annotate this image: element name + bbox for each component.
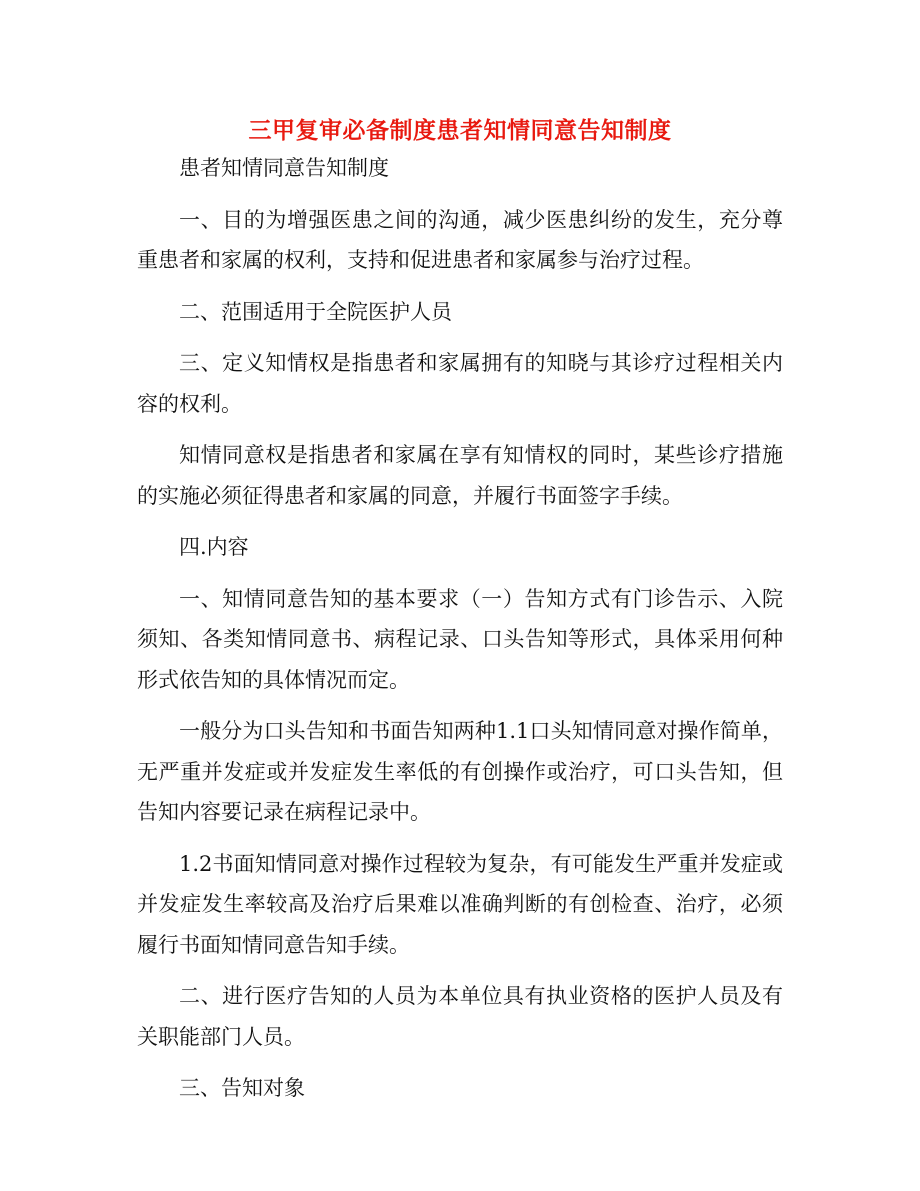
- paragraph-definition: 三、定义知情权是指患者和家属拥有的知晓与其诊疗过程相关内容的权利。: [137, 351, 783, 416]
- paragraph-oral-consent: 一般分为口头告知和书面告知两种1.1口头知情同意对操作简单，无严重并发症或并发症发生率低的有创操作或治疗，可口头告知，但告知内容要记录在病程记录中。: [137, 719, 783, 824]
- paragraph-content-heading: 四.内容: [179, 535, 249, 559]
- paragraph-notification-target: 三、告知对象: [179, 1076, 305, 1100]
- paragraph-purpose: 一、目的为增强医患之间的沟通，减少医患纠纷的发生，充分尊重患者和家属的权利，支持和促进患者和家属参与治疗过程。: [137, 207, 783, 272]
- document-body: [137, 148, 783, 1109]
- paragraph-written-consent: 1.2书面知情同意对操作过程较为复杂，有可能发生严重并发症或并发症发生率较高及治疗后果难以准确判断的有创检查、治疗，必须履行书面知情同意告知手续。: [137, 851, 783, 957]
- document-title: 三甲复审必备制度患者知情同意告知制度: [248, 118, 672, 144]
- paragraph-personnel: 二、进行医疗告知的人员为本单位具有执业资格的医护人员及有关职能部门人员。: [137, 984, 783, 1049]
- paragraph-scope: 二、范围适用于全院医护人员: [179, 299, 452, 324]
- paragraph-basic-requirements: 一、知情同意告知的基本要求（一）告知方式有门诊告示、入院须知、各类知情同意书、病程记录、口头告知等形式，具体采用何种形式依告知的具体情况而定。: [137, 586, 783, 692]
- paragraph-consent-right: 知情同意权是指患者和家属在享有知情权的同时，某些诊疗措施的实施必须征得患者和家属的同意，并履行书面签字手续。: [137, 443, 783, 508]
- paragraph-subtitle: 患者知情同意告知制度: [179, 156, 389, 180]
